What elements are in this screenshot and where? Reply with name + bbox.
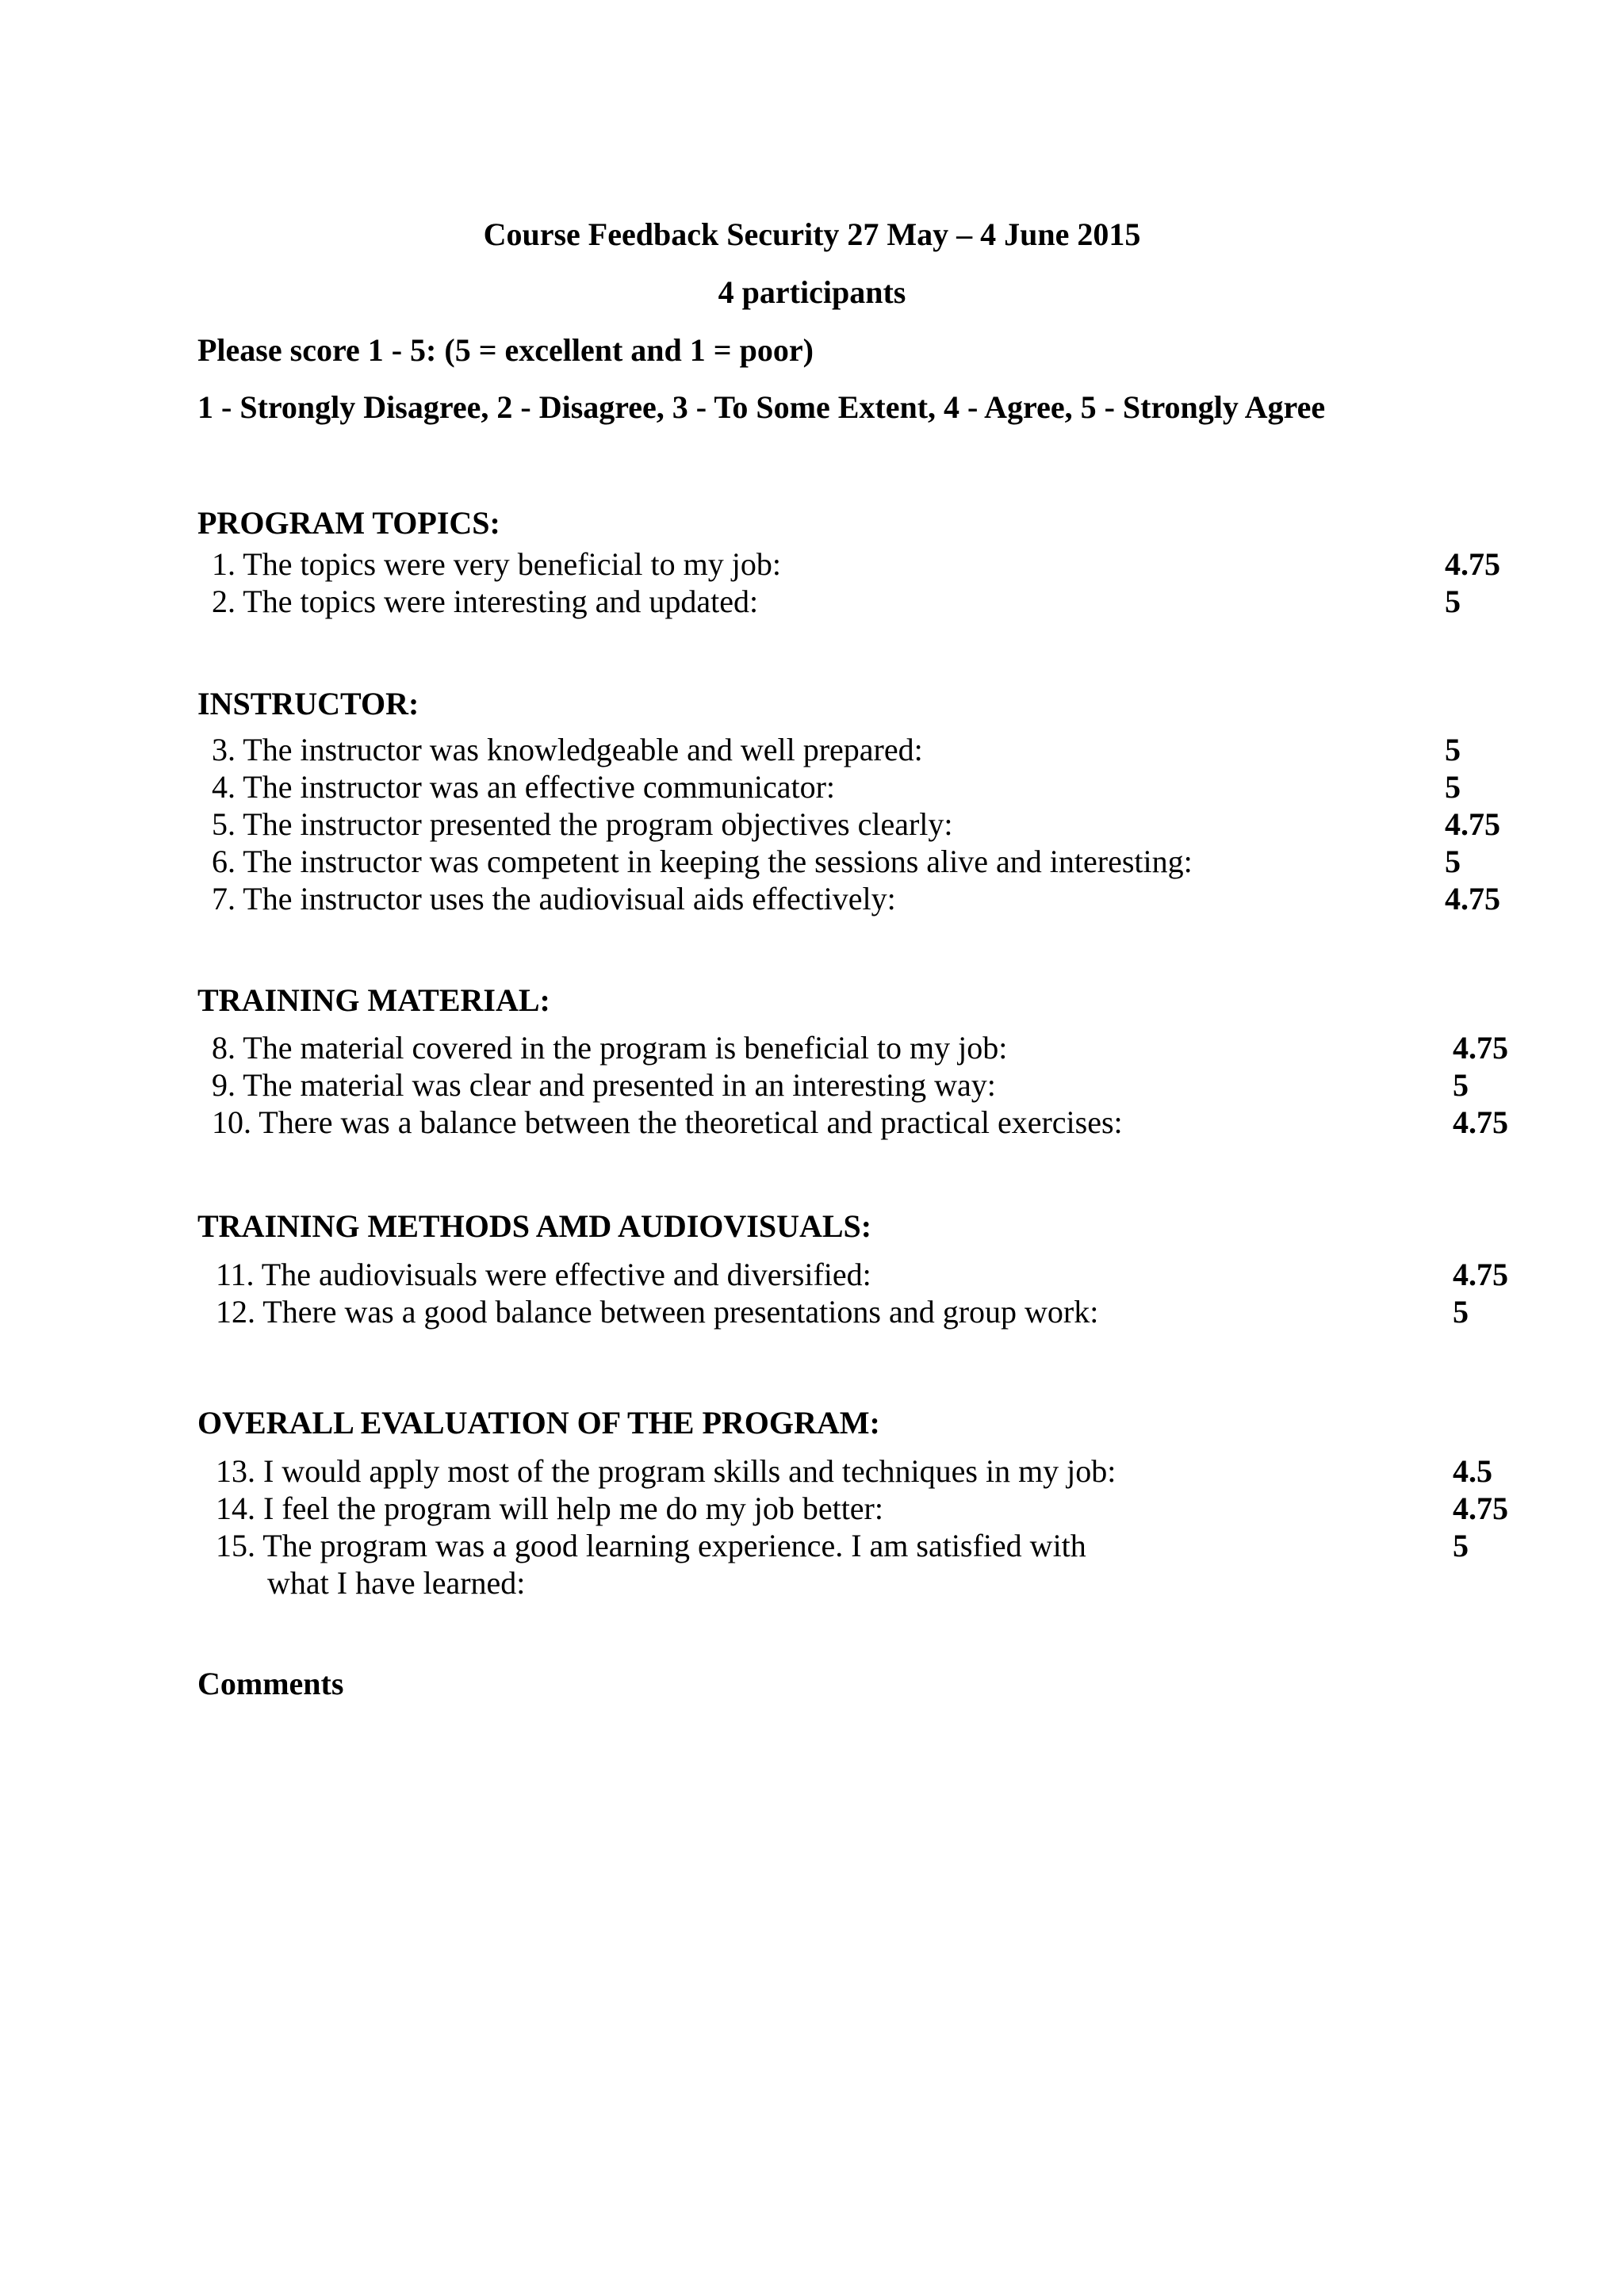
question-text: 8. The material covered in the program is beneficial to my job: (212, 1030, 1008, 1066)
question-score: 5 (1453, 1528, 1469, 1563)
question-text: 14. I feel the program will help me do my job better: (216, 1490, 883, 1526)
question-text: 15. The program was a good learning experience. I am satisfied with (216, 1528, 1086, 1563)
question-text: 6. The instructor was competent in keeping the sessions alive and interesting: (212, 844, 1193, 879)
question-score: 4.75 (1453, 1030, 1508, 1066)
question-row (0, 806, 1624, 844)
question-text: 3. The instructor was knowledgeable and well prepared: (212, 732, 923, 767)
question-row (0, 583, 1624, 621)
question-row (0, 880, 1624, 918)
question-row (0, 843, 1624, 881)
question-text-continuation: what I have learned: (267, 1565, 526, 1601)
question-score: 4.5 (1453, 1453, 1492, 1489)
question-row (0, 1293, 1624, 1331)
question-score: 4.75 (1453, 1257, 1508, 1292)
question-text: 9. The material was clear and presented in an interesting way: (212, 1067, 996, 1103)
question-text: 12. There was a good balance between presentations and group work: (216, 1294, 1099, 1330)
question-row (0, 1066, 1624, 1104)
question-row (0, 1527, 1624, 1565)
question-score: 5 (1445, 584, 1461, 619)
question-row (0, 768, 1624, 806)
question-text: 1. The topics were very beneficial to my job: (212, 546, 781, 582)
document-title: Course Feedback Security 27 May – 4 June 2015 (483, 216, 1141, 252)
section-heading-instructor: INSTRUCTOR: (197, 686, 419, 721)
question-row (0, 731, 1624, 769)
question-text: 11. The audiovisuals were effective and diversified: (216, 1257, 871, 1292)
question-row (0, 1452, 1624, 1490)
participants-count: 4 participants (718, 274, 906, 310)
question-text: 7. The instructor uses the audiovisual aids effectively: (212, 881, 896, 916)
question-row (0, 1256, 1624, 1294)
question-score: 5 (1445, 844, 1461, 879)
question-score: 4.75 (1445, 806, 1500, 842)
question-text: 5. The instructor presented the program objectives clearly: (212, 806, 953, 842)
question-text: 2. The topics were interesting and updated: (212, 584, 759, 619)
question-score: 4.75 (1445, 546, 1500, 582)
question-score: 5 (1445, 769, 1461, 805)
section-heading-program-topics: PROGRAM TOPICS: (197, 505, 500, 541)
section-heading-overall-evaluation: OVERALL EVALUATION OF THE PROGRAM: (197, 1405, 880, 1441)
question-score: 4.75 (1453, 1104, 1508, 1140)
question-row (0, 545, 1624, 584)
question-score: 5 (1453, 1294, 1469, 1330)
question-text: 4. The instructor was an effective communicator: (212, 769, 836, 805)
question-score: 4.75 (1453, 1490, 1508, 1526)
rating-scale: 1 - Strongly Disagree, 2 - Disagree, 3 - To Some Extent, 4 - Agree, 5 - Strongly Agree (197, 389, 1326, 425)
question-row (0, 1104, 1624, 1142)
question-score: 5 (1453, 1067, 1469, 1103)
comments-label: Comments (197, 1666, 344, 1701)
question-score: 4.75 (1445, 881, 1500, 916)
score-instruction: Please score 1 - 5: (5 = excellent and 1 = poor) (197, 332, 814, 368)
question-continuation-row (0, 1564, 1624, 1602)
question-score: 5 (1445, 732, 1461, 767)
question-text: 13. I would apply most of the program skills and techniques in my job: (216, 1453, 1116, 1489)
section-heading-training-material: TRAINING MATERIAL: (197, 982, 550, 1018)
section-heading-training-methods: TRAINING METHODS AMD AUDIOVISUALS: (197, 1208, 872, 1244)
question-text: 10. There was a balance between the theoretical and practical exercises: (212, 1104, 1123, 1140)
question-row (0, 1490, 1624, 1528)
question-row (0, 1029, 1624, 1067)
